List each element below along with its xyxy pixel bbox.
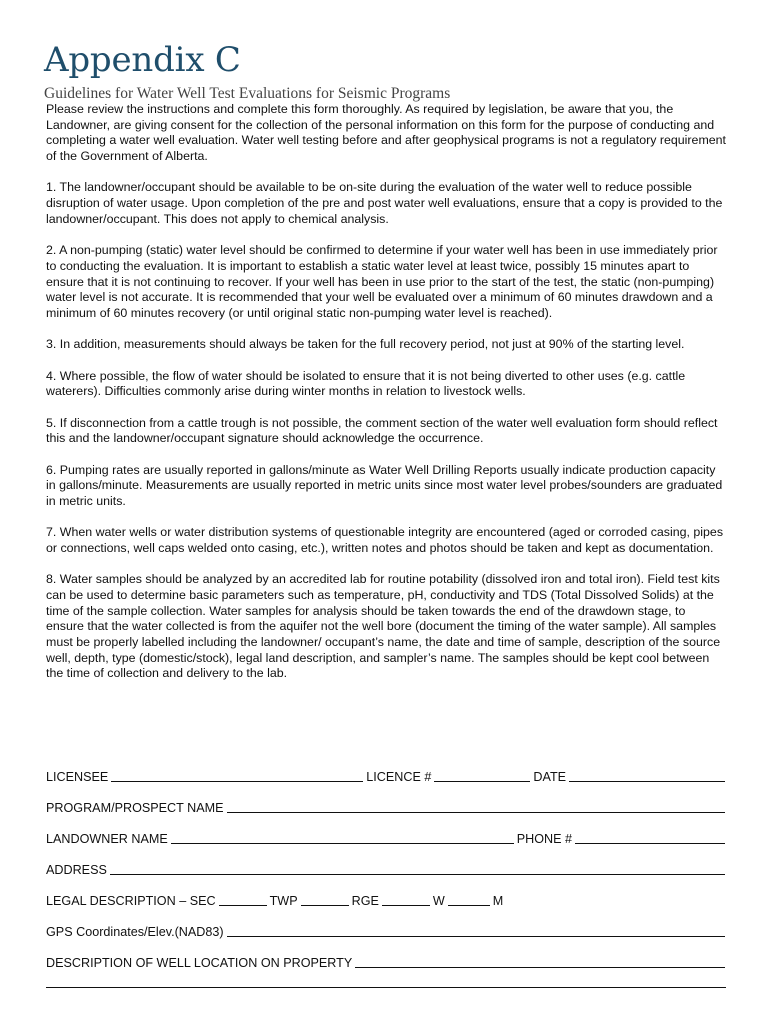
w-field[interactable]	[448, 893, 490, 906]
legal-sec-label: LEGAL DESCRIPTION – SEC	[46, 894, 216, 908]
licensee-field[interactable]	[111, 769, 363, 782]
twp-field[interactable]	[301, 893, 349, 906]
gps-row	[46, 908, 728, 939]
guideline-item-7: 7. When water wells or water distribution systems of questionable integrity are encountered (aged or corroded casing, pipes or connections, well caps welded onto casing, etc.), written notes and photos should be taken and kept as documentation.	[46, 525, 724, 555]
page-title: Appendix C	[44, 40, 241, 80]
licence-number-field[interactable]	[434, 769, 530, 782]
licensee-row	[46, 753, 728, 784]
licensee-label: LICENSEE	[46, 770, 109, 784]
intro-paragraph: Please review the instructions and complete this form thoroughly. As required by legislation, be aware that you, the Landowner, are giving consent for the collection of the personal information on this form for the purpose of conducting and completing a water well evaluation. Water well testing before and after geophysical programs is not a regulatory requirement of the Government of Alberta.	[46, 102, 726, 164]
phone-label: PHONE #	[516, 832, 573, 846]
landowner-label: LANDOWNER NAME	[46, 832, 168, 846]
guideline-item-1: 1. The landowner/occupant should be available to be on-site during the evaluation of the water well to reduce possible disruption of water usage. Upon completion of the pre and post water well evaluations, ensure that a copy is provided to the landowner/occupant. This does not apply to chemical analysis.	[46, 180, 723, 226]
landowner-row	[46, 815, 728, 846]
address-label: ADDRESS	[46, 863, 107, 877]
m-label: M	[492, 894, 504, 908]
rge-field[interactable]	[382, 893, 430, 906]
guideline-item-5: 5. If disconnection from a cattle trough is not possible, the comment section of the water well evaluation form should reflect this and the landowner/occupant signature should acknowledge the occurrence.	[46, 415, 718, 446]
well-location-field[interactable]	[355, 955, 725, 968]
gps-field[interactable]	[227, 924, 725, 937]
guideline-item-3: 3. In addition, measurements should always be taken for the full recovery period, not just at 90% of the starting level.	[46, 337, 685, 352]
sec-field[interactable]	[219, 893, 267, 906]
w-label: W	[432, 894, 445, 908]
phone-field[interactable]	[575, 831, 725, 844]
well-location-row	[46, 939, 728, 970]
form-fields	[46, 753, 728, 988]
twp-label: TWP	[269, 894, 298, 908]
page-subtitle: Guidelines for Water Well Test Evaluations for Seismic Programs	[44, 85, 451, 102]
program-label: PROGRAM/PROSPECT NAME	[46, 801, 224, 815]
legal-description-row	[46, 877, 728, 908]
guideline-item-2: 2. A non-pumping (static) water level should be confirmed to determine if your water well has been in use immediately prior to conducting the evaluation. It is important to establish a static water level at least twice, possibly 15 minutes apart to ensure that it is not continuing to recover. If your well has been in use prior to the start of the test, the static (non-pumping) water level is not accurate. It is recommended that your well be evaluated over a minimum of 60 minutes drawdown and a minimum of 60 minutes recovery (or until original static non-pumping water level is reached).	[46, 243, 718, 320]
date-label: DATE	[533, 770, 567, 784]
guideline-item-6: 6. Pumping rates are usually reported in gallons/minute as Water Well Drilling Reports usually indicate production capacity in gallons/minute. Measurements are usually reported in metric units since most water level probes/sounders are graduated in metric units.	[46, 462, 723, 508]
address-row	[46, 846, 728, 877]
instructions	[46, 102, 726, 698]
date-field[interactable]	[569, 769, 725, 782]
rge-label: RGE	[351, 894, 379, 908]
guideline-item-4: 4. Where possible, the flow of water should be isolated to ensure that it is not being diverted to other uses (e.g. cattle waterers). Difficulties commonly arise during winter months in relation to livestock wells.	[46, 368, 686, 399]
address-field[interactable]	[110, 862, 725, 875]
landowner-field[interactable]	[171, 831, 514, 844]
program-field[interactable]	[227, 800, 725, 813]
well-location-field-line-2[interactable]	[46, 975, 726, 988]
gps-label: GPS Coordinates/Elev.(NAD83)	[46, 925, 224, 939]
well-location-label: DESCRIPTION OF WELL LOCATION ON PROPERTY	[46, 956, 353, 970]
licence-number-label: LICENCE #	[366, 770, 432, 784]
program-row	[46, 784, 728, 815]
guideline-item-8: 8. Water samples should be analyzed by an accredited lab for routine potability (dissolved iron and total iron). Field test kits can be used to determine basic parameters such as temperature, pH, conductivity and TDS (Total Dissolved Solids) at the time of the sample collection. Water samples for analysis should be taken towards the end of the drawdown stage, to ensure that the water collected is from the aquifer not the well bore (document the timing of the water sample). All samples must be properly labelled including the landowner/ occupant’s name, the date and time of sample, description of the source well, depth, type (domestic/stock), legal land description, and sampler’s name. The samples should be kept cool between the time of collection and delivery to the lab.	[46, 572, 721, 681]
well-location-continuation-row	[46, 970, 728, 988]
